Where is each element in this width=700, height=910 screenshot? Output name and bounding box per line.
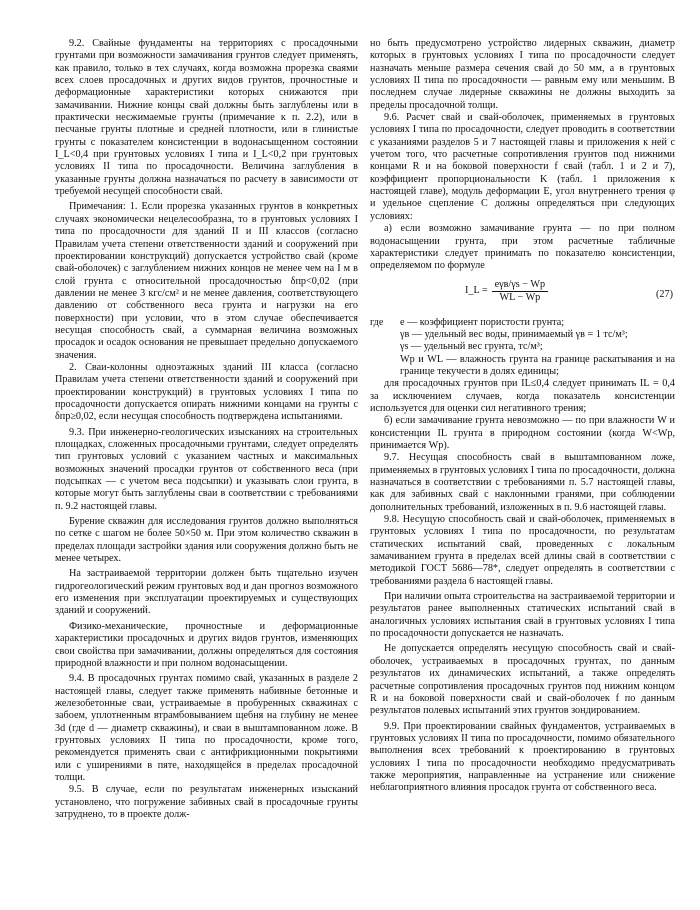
formula-denominator: WL − Wp — [499, 291, 541, 303]
formula-lhs: I_L = — [465, 285, 488, 297]
definitions-list — [400, 317, 675, 379]
paragraph-9-7: 9.7. Несущая способность свай в выштампованном ложе, применяемых в грунтовых условиях I типа по просадочности, должна назначаться в соответствии с требованиями п. 5.7 настоящей главы, как для забивных свай с наклонными гранями, при соблюдении дополнительных требований, изложенных в п. 9.6 настоящей главы. — [370, 452, 675, 513]
where-label: где — [370, 316, 384, 328]
formula-fraction — [492, 279, 549, 305]
paragraph-drilling: Бурение скважин для исследования грунтов должно выполняться по сетке с шагом не более 50×50 м. При этом количество скважин в пределах площади застройки здания или сооружения должно быть не менее четырех. — [55, 516, 358, 565]
paragraph-9-3: 9.3. При инженерно-геологических изысканиях на строительных площадках, сложенных просадочными грунтами, следует определять тип грунтовых условий с указанием частных и максимальных возможных значений просадки грунтов от собственного веса (при подсыпках — с учетом веса подсыпки) и указывать слои грунта, в которые могут быть заглублены сваи в соответствии с требованиями п. 9.2 настоящей главы. — [55, 426, 358, 512]
paragraph-experience: При наличии опыта строительства на застраиваемой территории и результатов ранее выполненных статических испытаний свай в аналогичных условиях испытания свай в грунтовых условиях I типа по просадочности допускается не назначать. — [370, 591, 675, 640]
left-column — [55, 38, 358, 821]
paragraph-not-allowed: Не допускается определять несущую способность свай и свай-оболочек, устраиваемых в просадочных грунтах, по данным результатов их динамических испытаний, а также определять расчетные сопротивления просадочных грунтов под нижним концом R и на боковой поверхности свай и свай-оболочек f по данным результатов полевых испытаний этих грунтов зондированием. — [370, 643, 675, 717]
notes-paragraph-1: Примечания: 1. Если прорезка указанных грунтов в конкретных случаях экономически нецелесообразна, то в грунтовых условиях I типа по просадочности для зданий II и III классов (согласно Правилам учета степени ответственности зданий и сооружений при проектировании конструкций) допускается устройство свай (кроме свай-оболочек) с заглублением нижних концов не менее чем на I м в слой грунта с относительной просадочностью δпр<0,02 (при давлении не менее 3 кгс/см² и не менее давления, соответствующего давлению от собственного веса грунта и нагрузки на его поверхности) при условии, что в этом случае обеспечивается несущая способность свай, а суммарная величина возможных просадок и осадок основания не превышает предельно допускаемого значения. — [55, 201, 358, 361]
paragraph-9-6: 9.6. Расчет свай и свай-оболочек, применяемых в грунтовых условиях I типа по просадочности, следует проводить в соответствии с указаниями разделов 5 и 7 настоящей главы и приложения к ней с учетом того, что расчетные сопротивления грунтов под нижними концами R и на боковой поверхности f свай (табл. 1 и 2 и 7), коэффициент пропорциональности K (табл. 1 приложения к настоящей главе), модуль деформации E, угол внутреннего трения φ и удельное сцепление C должны определяться при следующих условиях: — [370, 112, 675, 222]
definition-item: γs — удельный вес грунта, тс/м³; — [400, 341, 543, 353]
paragraph-9-8: 9.8. Несущую способность свай и свай-оболочек, применяемых в грунтовых условиях I типа по просадочности, по результатам статических испытаний свай, проведенных с локальным замачиванием грунта в пределах всей длины свай в соответствии с методикой ГОСТ 5686—78*, следует определять в соответствии с требованиями раздела 6 настоящей главы. — [370, 514, 675, 587]
paragraph-characteristics: Физико-механические, прочностные и деформационные характеристики просадочных и других видов грунтов, изменяющих свои свойства при замачивании, должны определяться для состояния природной влажности и при полном водонасыщении. — [55, 620, 358, 669]
definition-item: Wp и WL — влажность грунта на границе раскатывания и на границе текучести в долях единицы; — [400, 353, 675, 377]
paragraph-9-2: 9.2. Свайные фундаменты на территориях с просадочными грунтами при возможности замачивания грунтов следует применять, как правило, только в тех случаях, когда возможна прорезка сваями всех слоев просадочных и других видов грунтов, прочностные и деформационные характеристики которых снижаются при замачивании. Нижние концы свай должны быть заглублены или в практически несжимаемые грунты (примечание к п. 2.2), или в песчаные грунты плотные и средней плотности, или в глинистые грунты с показателем консистенции в водонасыщенном состоянии I_L<0,4 при грунтовых условиях I типа и I_L<0,2 при грунтовых условиях II типа по просадочности. Величина заглубления в указанные грунты должна назначаться по расчету в зависимости от требуемой несущей способности свай. — [55, 38, 358, 198]
formula-numerator: eγв/γs − Wp — [492, 279, 549, 292]
paragraph-condition-a: а) если возможно замачивание грунта — по при полном водонасыщении грунта, при этом расчетные табличные характеристики следует принимать по показателю консистенции, определяемом по формуле — [370, 223, 675, 272]
formula-body — [465, 279, 548, 305]
definition-item: γв — удельный вес воды, принимаемый γв = 1 тс/м³; — [400, 328, 628, 340]
paragraph-hydrogeology: На застраиваемой территории должен быть тщательно изучен гидрогеологический режим грунтовых вод и дан прогноз возможного его изменения при эксплуатации проектируемых и существующих зданий и сооружений. — [55, 568, 358, 617]
definitions-block — [370, 317, 675, 379]
paragraph-9-5-continued: но быть предусмотрено устройство лидерных скважин, диаметр которых в грунтовых условиях I типа по просадочности следует назначать меньше размера сечения свай до 50 мм, а в грунтовых условиях II типа по просадочности — равным ему или меньшим. В последнем случае лидерные скважины не должны выходить за пределы просадочной толщи. — [370, 38, 675, 111]
formula-27 — [370, 277, 675, 315]
right-column — [370, 38, 675, 795]
paragraph-9-5: 9.5. В случае, если по результатам инженерных изысканий установлено, что погружение забивных свай в просадочные грунты затруднено, то в проекте долж- — [55, 784, 358, 820]
paragraph-9-9: 9.9. При проектировании свайных фундаментов, устраиваемых в грунтовых условиях II типа по просадочности, помимо обязательного выполнения всех требований к проектированию в грунтовых условиях I типа по просадочности необходимо предусматривать также мероприятия, направленные на устранение или снижение неблагоприятного влияния просадок грунта от собственного веса. — [370, 720, 675, 794]
paragraph-9-4: 9.4. В просадочных грунтах помимо свай, указанных в разделе 2 настоящей главы, следует также применять набивные бетонные и железобетонные сваи, устраиваемые в пробуренных скважинах с забоем, уплотненным втрамбовыванием щебня на глубину не менее 3d (где d — диаметр скважины), и сваи в выштампованном ложе. В грунтовых условиях II типа по просадочности, кроме того, рекомендуется применять сваи с антифрикционными покрытиями или с уширениями в пяте, находящейся в пределах просадочной толщи. — [55, 673, 358, 783]
paragraph-consistency-note: для просадочных грунтов при IL≤0,4 следует принимать IL = 0,4 за исключением случаев, когда показатель консистенции используется для оценки сил негативного трения; — [370, 378, 675, 414]
paragraph-condition-b: б) если замачивание грунта невозможно — по при влажности W и консистенции IL грунта в природном состоянии (когда W<Wp, принимается Wp). — [370, 415, 675, 451]
definition-item: e — коэффициент пористости грунта; — [400, 316, 565, 328]
notes-paragraph-2: 2. Сваи-колонны одноэтажных зданий III класса (согласно Правилам учета степени ответственности зданий и сооружений при проектировании конструкций) в грунтовых условиях I типа по просадочности допускается опирать нижними концами на грунты с δпр≥0,02, если несущая способность подтверждена испытаниями. — [55, 361, 358, 423]
formula-number: (27) — [656, 288, 673, 300]
